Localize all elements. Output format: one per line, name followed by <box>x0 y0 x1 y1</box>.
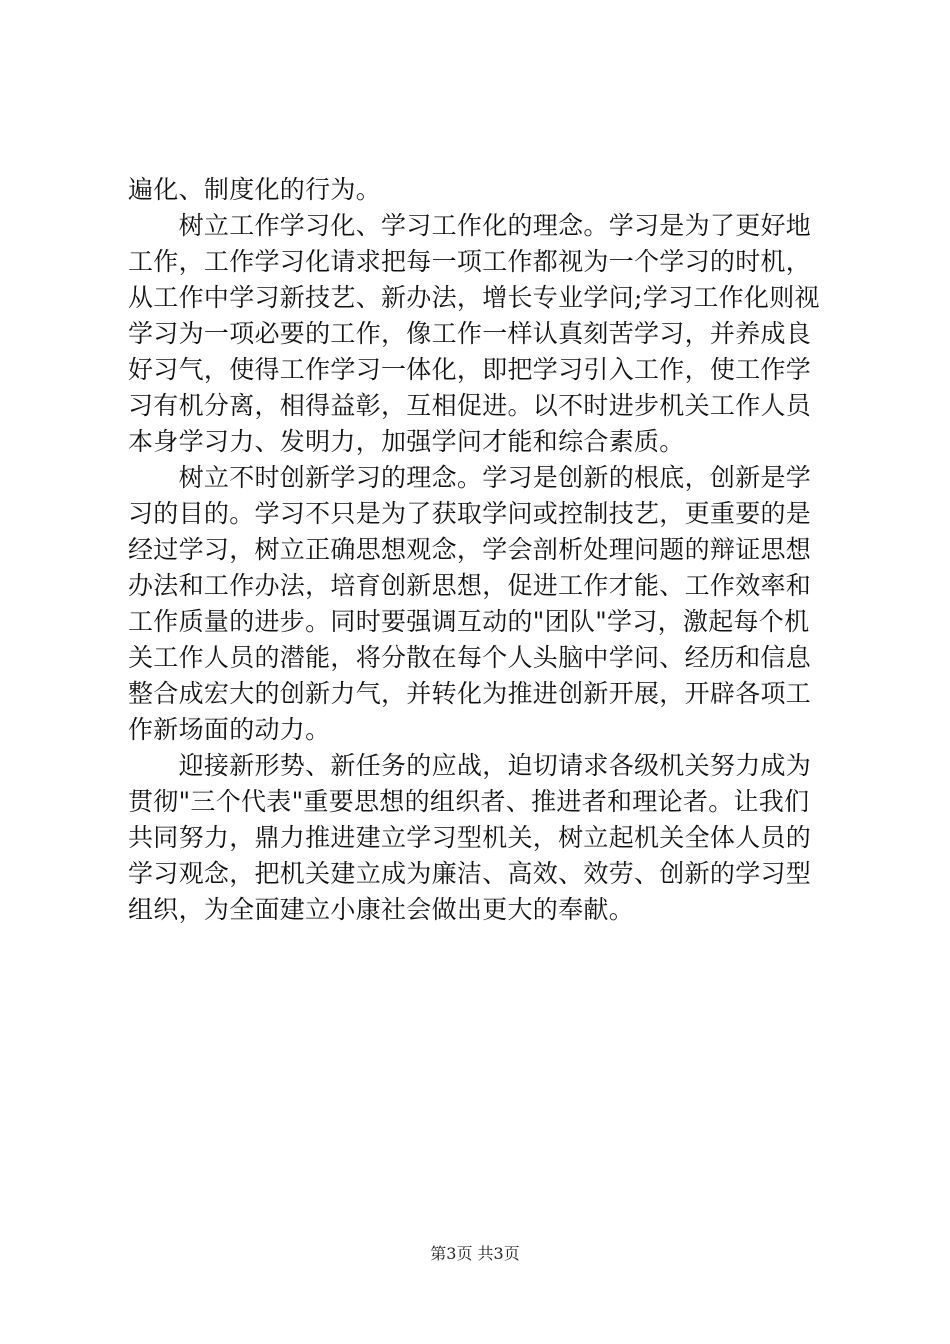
text-line: 组织，为全面建立小康社会做出更大的奉献。 <box>128 895 635 924</box>
text-line: 工作，工作学习化请求把每一项工作都视为一个学习的时机， <box>128 247 812 276</box>
text-line: 贯彻"三个代表"重要思想的组织者、推进者和理论者。让我们 <box>128 787 810 816</box>
text-line: 习的目的。学习不只是为了获取学问或控制技艺，更重要的是 <box>128 499 812 528</box>
text-line: 遍化、制度化的行为。 <box>128 175 382 204</box>
text-line: 经过学习，树立正确思想观念，学会剖析处理问题的辩证思想 <box>128 535 812 564</box>
text-line: 作新场面的动力。 <box>128 715 331 744</box>
text-line: 习有机分离，相得益彰，互相促进。以不时进步机关工作人员 <box>128 391 812 420</box>
page-number-footer: 第3页 共3页 <box>430 1244 520 1263</box>
text-line: 工作质量的进步。同时要强调互动的"团队"学习，激起每个机 <box>128 607 810 636</box>
text-line: 好习气，使得工作学习一体化，即把学习引入工作，使工作学 <box>128 355 812 384</box>
text-line: 学习为一项必要的工作，像工作一样认真刻苦学习，并养成良 <box>128 319 812 348</box>
text-line: 学习观念，把机关建立成为廉洁、高效、效劳、创新的学习型 <box>128 859 812 888</box>
text-line: 迎接新形势、新任务的应战，迫切请求各级机关努力成为 <box>128 751 812 780</box>
text-line: 关工作人员的潜能，将分散在每个人头脑中学问、经历和信息 <box>128 643 812 672</box>
text-line: 树立不时创新学习的理念。学习是创新的根底，创新是学 <box>128 463 812 492</box>
text-line: 办法和工作办法，培育创新思想，促进工作才能、工作效率和 <box>128 571 812 600</box>
body-text <box>128 172 836 928</box>
text-line: 从工作中学习新技艺、新办法，增长专业学问;学习工作化则视 <box>128 283 820 312</box>
text-line: 树立工作学习化、学习工作化的理念。学习是为了更好地 <box>128 211 812 240</box>
text-line: 整合成宏大的创新力气，并转化为推进创新开展，开辟各项工 <box>128 679 812 708</box>
text-line: 共同努力，鼎力推进建立学习型机关，树立起机关全体人员的 <box>128 823 812 852</box>
text-line: 本身学习力、发明力，加强学问才能和综合素质。 <box>128 427 685 456</box>
